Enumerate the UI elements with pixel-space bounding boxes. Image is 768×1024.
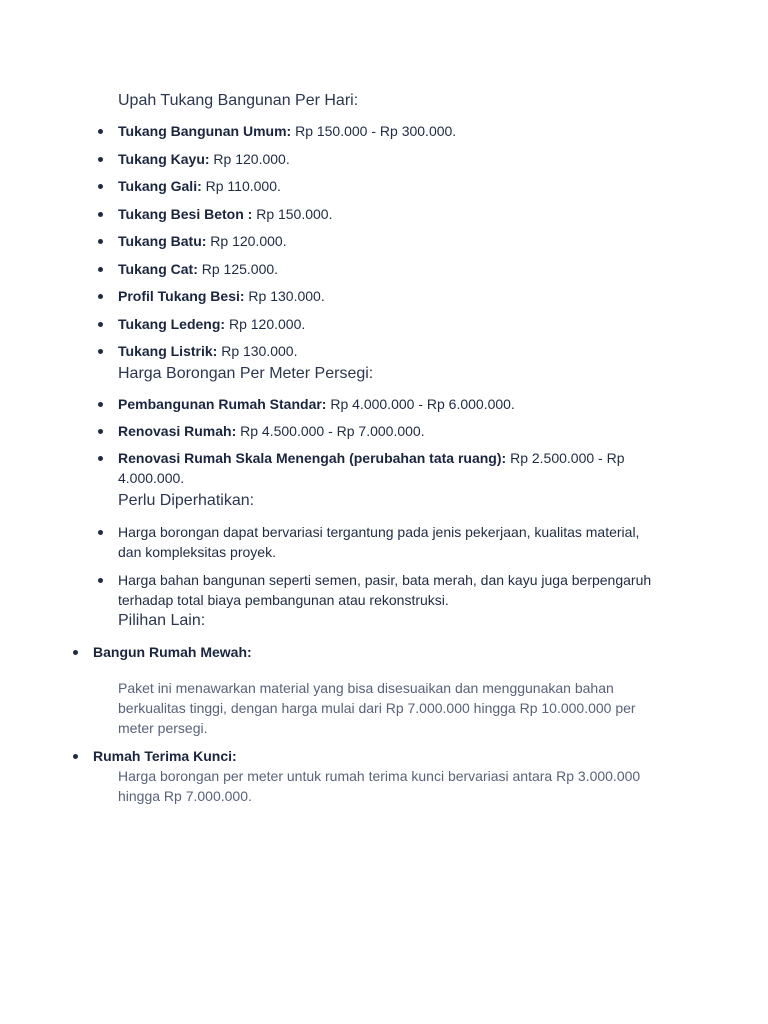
- item-label: Tukang Bangunan Umum:: [118, 123, 292, 139]
- item-label: Rumah Terima Kunci:: [93, 748, 237, 764]
- list-item: [118, 176, 658, 196]
- item-label: Tukang Ledeng:: [118, 315, 226, 332]
- item-value: Rp 120.000.: [209, 150, 290, 167]
- item-value: Rp 150.000 - Rp 300.000.: [291, 123, 457, 139]
- item-label: Tukang Cat:: [118, 260, 198, 277]
- item-label: Tukang Gali:: [118, 178, 202, 194]
- item-value: Rp 110.000.: [201, 178, 281, 194]
- item-label: Tukang Kayu:: [118, 150, 210, 167]
- item-label: Tukang Batu:: [118, 233, 207, 249]
- item-value: Rp 120.000.: [206, 233, 287, 249]
- item-value: Rp 125.000.: [197, 260, 279, 277]
- wages-heading: Upah Tukang Bangunan Per Hari:: [118, 92, 359, 109]
- list-item: [118, 314, 658, 334]
- list-item: [118, 421, 658, 441]
- item-value: Rp 130.000.: [244, 288, 325, 304]
- notes-list: [118, 522, 658, 618]
- item-label: Pembangunan Rumah Standar:: [118, 396, 327, 412]
- item-description: Harga borongan per meter untuk rumah terima kunci bervariasi antara Rp 3.000.000 hingga Rp 7.000.000.: [118, 768, 641, 804]
- item-value: Rp 4.500.000 - Rp 7.000.000.: [236, 423, 425, 439]
- item-value: Rp 150.000.: [252, 205, 333, 222]
- item-description: Paket ini menawarkan material yang bisa disesuaikan dan menggunakan bahan berkualitas tinggi, dengan harga mulai dari Rp 7.000.000 hingga Rp 10.000.000 per meter persegi.: [118, 680, 636, 736]
- item-value: Rp 4.000.000 - Rp 6.000.000.: [326, 396, 515, 412]
- item-label: Tukang Besi Beton :: [118, 205, 253, 222]
- list-item: [93, 746, 653, 806]
- list-item: [118, 149, 658, 169]
- list-item: [93, 642, 653, 738]
- item-label: Profil Tukang Besi:: [118, 288, 245, 304]
- item-value: Rp 120.000.: [225, 315, 306, 332]
- wages-list: [118, 121, 658, 369]
- list-item: [118, 394, 658, 414]
- list-item: [118, 231, 658, 251]
- item-label: Bangun Rumah Mewah:: [93, 644, 252, 660]
- notes-heading: Perlu Diperhatikan:: [118, 492, 255, 509]
- list-item: [118, 448, 658, 488]
- item-value: Rp 2.500.000 - Rp 4.000.000.: [118, 450, 625, 486]
- item-value: Rp 130.000.: [217, 343, 298, 359]
- list-item: [118, 204, 658, 224]
- list-item: [118, 121, 658, 141]
- item-label: Renovasi Rumah:: [118, 423, 237, 439]
- contract-heading: Harga Borongan Per Meter Persegi:: [118, 365, 374, 382]
- options-heading: Pilihan Lain:: [118, 612, 206, 629]
- options-list: [93, 642, 653, 806]
- list-item: Harga bahan bangunan seperti semen, pasir, bata merah, dan kayu juga berpengaruh terhadap total biaya pembangunan atau rekonstruksi.: [118, 570, 658, 610]
- list-item: [118, 341, 658, 361]
- contract-list: [118, 394, 658, 495]
- list-item: [118, 286, 658, 306]
- item-label: Renovasi Rumah Skala Menengah (perubahan tata ruang):: [118, 450, 507, 466]
- list-item: [118, 259, 658, 279]
- list-item: Harga borongan dapat bervariasi tergantung pada jenis pekerjaan, kualitas material, dan kompleksitas proyek.: [118, 522, 658, 562]
- item-label: Tukang Listrik:: [118, 343, 218, 359]
